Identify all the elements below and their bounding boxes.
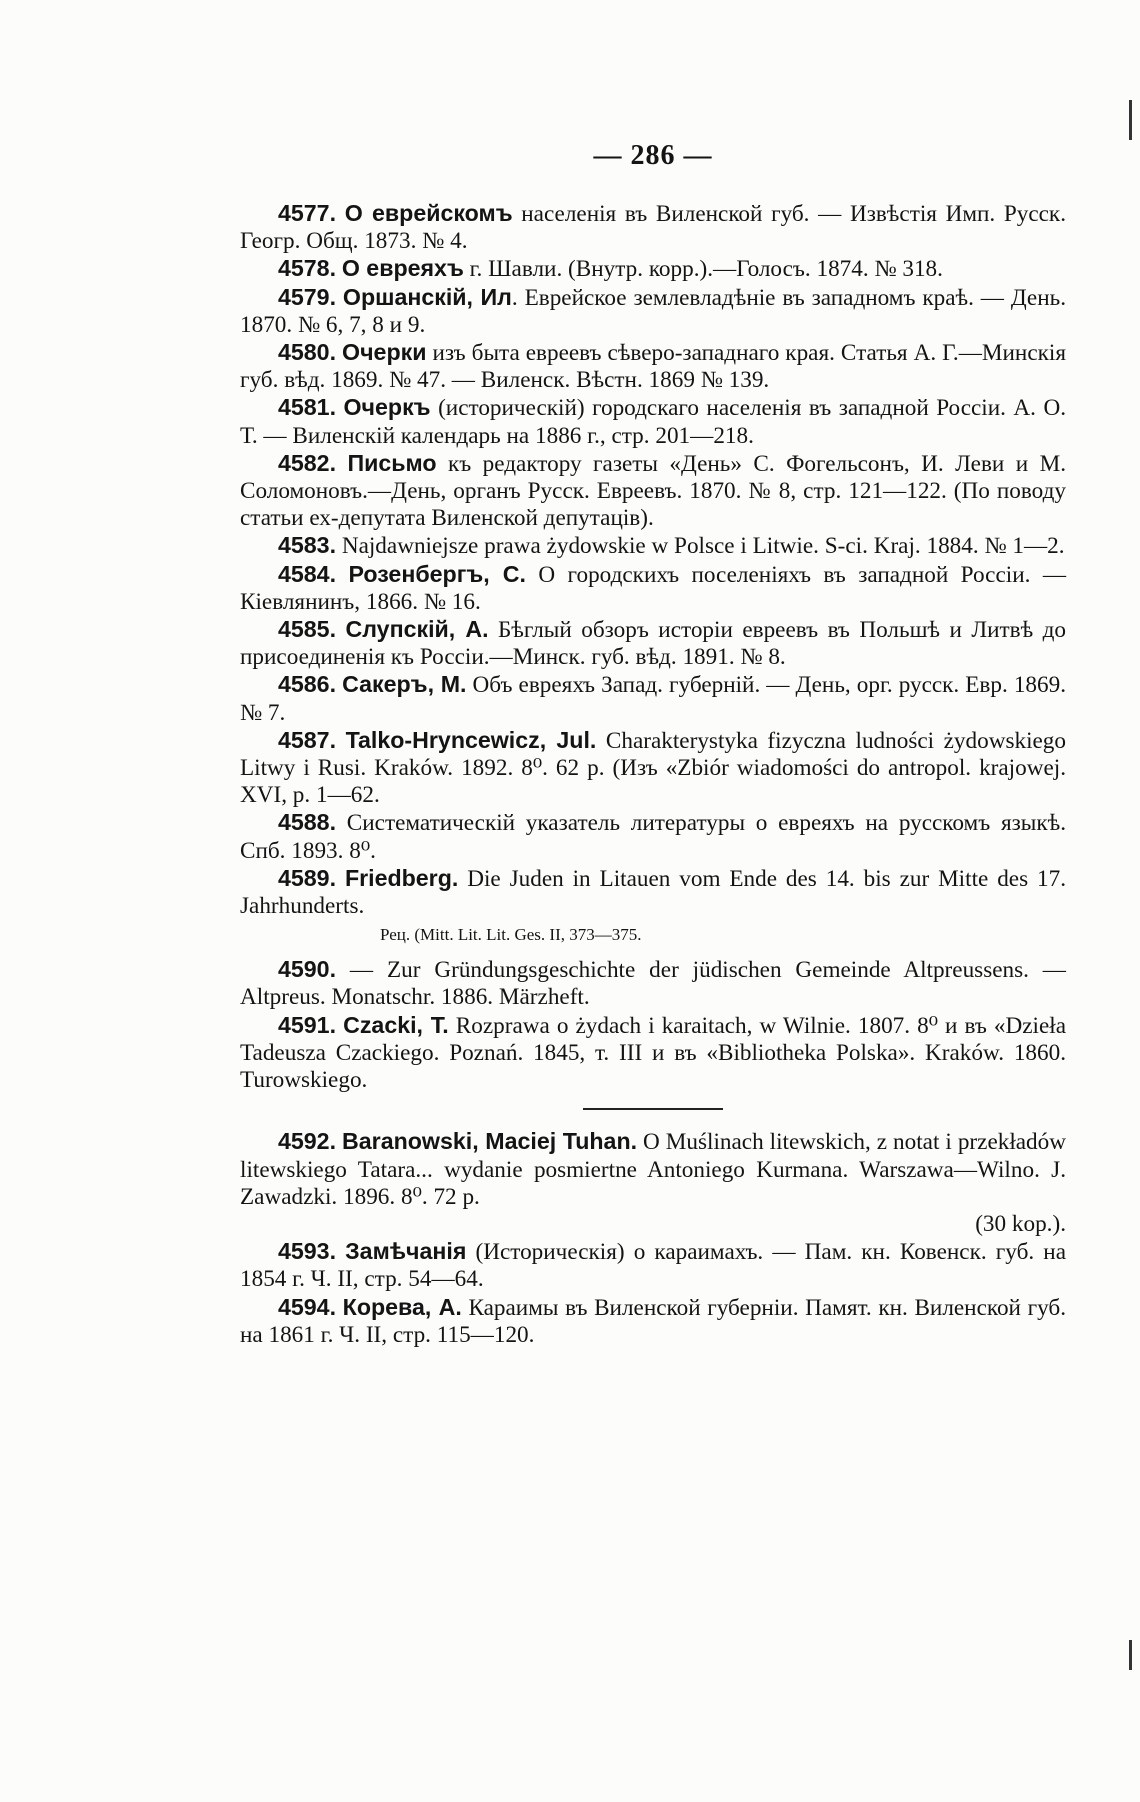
entry-number: 4580.	[278, 339, 337, 366]
entry-author: Сакеръ, М.	[342, 671, 467, 698]
entry-author: Czacki, T.	[343, 1011, 449, 1038]
entry-4584	[240, 561, 1066, 616]
entry-text: O Muślinach litewskich, z notat i przekładów litewskiego Tatara... wydanie posmiertne Antoniego Kurmana. Warszawa—Wilno. J. Zawadzki. 1896. 8⁰. 72 p.	[240, 1129, 1066, 1210]
entry-4580	[240, 339, 1066, 394]
entry-author: Friedberg.	[344, 864, 459, 891]
entry-4583	[240, 532, 1066, 560]
entry-number: 4593.	[278, 1238, 337, 1265]
entry-4586	[240, 671, 1066, 726]
entry-4590	[240, 956, 1066, 1011]
entry-number: 4594.	[278, 1293, 337, 1320]
entry-text: къ редактору газеты «День» С. Фогельсонъ, И. Леви и М. Соломоновъ.—День, органъ Русск. Евреевъ. 1870. № 8, стр. 121—122. (По поводу статьи ех-депутата Виленской депутаців).	[240, 450, 1067, 532]
entry-author: Замѣчанія	[345, 1238, 467, 1265]
entry-author: Talko-Hryncewicz, Jul.	[345, 726, 597, 753]
entry-number: 4587.	[278, 726, 337, 753]
entry-author: Очеркъ	[343, 394, 431, 421]
entry-text: Charakterystyka fizyczna ludności żydowskiego Litwy i Rusi. Kraków. 1892. 8⁰. 62 p. (Изъ «Zbiór wiadomości do antropol. krajowej. XVI, p. 1—62.	[240, 727, 1066, 809]
page-number: — 286 —	[593, 140, 713, 171]
entry-text: — Zur Gründungsgeschichte der jüdischen Gemeinde Altpreussens. — Altpreus. Monatschr. 1886. Märzheft.	[240, 957, 1066, 1011]
entry-text: г. Шавли. (Внутр. корр.).—Голосъ. 1874. № 318.	[463, 256, 943, 283]
entry-text: О городскихъ поселеніяхъ въ западной Россіи. — Кіевлянинъ, 1866. № 16.	[240, 561, 1067, 615]
entry-4581	[240, 394, 1066, 449]
entry-text: Объ евреяхъ Запад. губерній. — День, орг. русск. Евр. 1869. № 7.	[240, 672, 1066, 726]
entry-4587	[240, 727, 1066, 810]
entry-text: населенія въ Виленской губ. — Извѣстія Имп. Русск. Геогр. Общ. 1873. № 4.	[240, 201, 1066, 255]
entry-4578	[240, 255, 1066, 283]
entry-number: 4586.	[278, 671, 337, 698]
entry-number: 4585.	[278, 616, 337, 643]
entry-author: Оршанскій, Ил	[342, 283, 512, 310]
entry-number: 4582.	[278, 449, 337, 476]
entry-author: Корева, А.	[342, 1293, 462, 1320]
entry-author: О еврейскомъ	[344, 200, 513, 226]
entry-number: 4581.	[278, 394, 337, 421]
entry-number: 4578.	[278, 255, 337, 282]
entry-text: Rozprawa o żydach i karaitach, w Wilnie. 1807. 8⁰ и въ «Dzieła Tadeusza Czackiego. Poznań. 1845, т. III и въ «Bibliotheka Polska». Kraków. 1860. Turowskiego.	[240, 1012, 1067, 1094]
section-divider	[583, 1108, 723, 1110]
entry-author: Baranowski, Maciej Tuhan.	[342, 1128, 638, 1155]
entry-4593	[240, 1238, 1066, 1293]
entry-number: 4584.	[278, 560, 337, 587]
margin-mark	[1129, 100, 1132, 140]
entry-4588	[240, 809, 1066, 864]
entry-4589	[240, 865, 1066, 920]
entry-4594	[240, 1294, 1066, 1349]
entry-text: изъ быта евреевъ сѣверо-западнаго края. Статья А. Г.—Минскія губ. вѣд. 1869. № 47. — Виленск. Вѣстн. 1869 № 139.	[240, 340, 1066, 394]
entry-number: 4579.	[278, 283, 337, 310]
entry-number: 4591.	[278, 1011, 337, 1038]
entry-text: Караимы въ Виленской губерніи. Памят. кн. Виленской губ. на 1861 г. Ч. II, стр. 115—120.	[240, 1294, 1066, 1348]
entry-4577	[240, 200, 1066, 255]
entry-4592	[240, 1128, 1066, 1211]
entry-text: Систематическій указатель литературы о евреяхъ на русскомъ языкѣ. Спб. 1893. 8⁰.	[240, 810, 1066, 864]
entry-4585	[240, 616, 1066, 671]
entry-number: 4589.	[278, 864, 337, 891]
entry-author: Слупскій, А.	[345, 616, 489, 643]
entry-author: О евреяхъ	[341, 255, 464, 282]
entry-text: (Историческія) о караимахъ. — Пам. кн. Ковенск. губ. на 1854 г. Ч. II, стр. 54—64.	[240, 1239, 1066, 1293]
margin-mark	[1129, 1640, 1132, 1670]
entry-number: 4583.	[278, 532, 337, 559]
price-note: (30 kop.).	[975, 1210, 1066, 1237]
entry-4579	[240, 284, 1066, 339]
book-page	[240, 140, 1066, 1349]
review-note: Рец. (Mitt. Lit. Lit. Ges. II, 373—375.	[380, 925, 642, 945]
entry-4582	[240, 450, 1066, 533]
entry-author: Очерки	[342, 339, 427, 366]
entry-number: 4590.	[278, 956, 337, 983]
entry-text: Бѣглый обзоръ исторіи евреевъ въ Польшѣ и Литвѣ до присоединенія къ Россіи.—Минск. губ. вѣд. 1891. № 8.	[240, 617, 1067, 671]
entry-author: Розенбергъ, С.	[348, 560, 526, 587]
entry-text: Die Juden in Litauen vom Ende des 14. bis zur Mitte des 17. Jahrhunderts.	[240, 865, 1066, 920]
entry-text: . Еврейское землевладѣніе въ западномъ краѣ. — День. 1870. № 6, 7, 8 и 9.	[240, 284, 1067, 338]
entry-number: 4588.	[278, 809, 337, 836]
entry-text: (историческій) городскаго населенія въ западной Россіи. А. О. Т. — Виленскій календарь на 1886 г., стр. 201—218.	[240, 395, 1066, 449]
entry-text: Najdawniejsze prawa żydowskie w Polsce i Litwie. S-ci. Kraj. 1884. № 1—2.	[336, 533, 1065, 560]
entry-author: Письмо	[347, 449, 437, 476]
entry-number: 4592.	[278, 1128, 337, 1155]
entry-4591	[240, 1012, 1066, 1095]
entry-number: 4577.	[278, 200, 337, 226]
